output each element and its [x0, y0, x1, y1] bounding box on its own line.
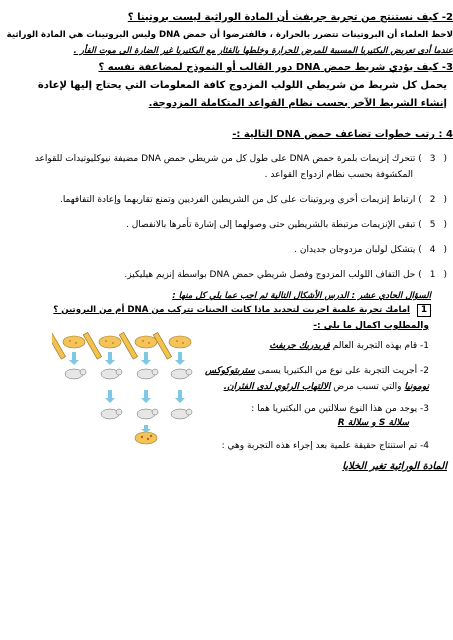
q5-s1-answer: فريدريك جريفث — [269, 341, 330, 351]
q5-s2-answer2: نومونيا — [404, 382, 429, 392]
q5-intro — [0, 304, 431, 317]
q5-header: السؤال الحادي عشر : الدرس الأشكال التالية ثم اجب عما يلي كل منها : — [172, 291, 431, 301]
q4-item-2-num: 2 — [429, 195, 436, 205]
q5-s2-text: 2- أجريت التجربة على نوع من البكتيريا يسمى — [257, 366, 429, 376]
q5-box-number: 1 — [417, 304, 431, 317]
q4-item-1-num: 3 — [429, 154, 436, 164]
q4-item-2: (2) ارتباط إنزيمات أخرى وبروتينات على كل من الشريطين الفرديين وتمنع تقاربهما وإعادة التفافهما. — [59, 195, 447, 205]
q4-item-4-num: 4 — [429, 245, 436, 255]
q2-title: 2- كيف نستنتج من تجربة جريفث أن المادة الوراثية ليست بروتينا ؟ — [127, 12, 453, 23]
q4-item-4-text: يتشكل لولبان مزدوجان جديدان . — [294, 245, 416, 255]
q4-item-5-text: حل التفاف اللولب المزدوج وفصل شريطي حمض DNA بواسطة إنزيم هيليكيز. — [124, 270, 416, 280]
q5-s3-answer: سلالة S و سلالة R — [337, 418, 409, 428]
arrows-icon — [69, 352, 185, 403]
q4-title: 4 : رتب خطوات تضاعف حمض DNA التالية :- — [232, 129, 453, 140]
q5-intro-text: امامك تجربة علمية اجريت لتحديد ماذا كانت الجينات تتركب من DNA أم من البروتين ؟ — [53, 305, 410, 315]
q5-s2-cont-text: والتي تسبب مرض — [333, 382, 402, 392]
q4-item-3-num: 5 — [429, 220, 436, 230]
q4-item-2-text: ارتباط إنزيمات أخرى وبروتينات على كل من الشريطين الفرديين وتمنع تقاربهما وإعادة التفافهما. — [59, 195, 416, 205]
q3-title: 3- كيف يؤدي شريط حمض DNA دور القالب أو النموذج لمضاعفة نفسه ؟ — [98, 62, 453, 73]
q4-item-1-text: تتحرك إنزيمات بلمرة حمض DNA على طول كل من شريطي حمض DNA مضيفة نيوكليوتيدات للقواعد — [34, 154, 416, 164]
q5-s1-text: 1- قام بهذه التجربة العالم — [332, 341, 429, 351]
q4-item-5: (1) حل التفاف اللولب المزدوج وفصل شريطي حمض DNA بواسطة إنزيم هيليكيز. — [124, 270, 447, 280]
griffith-experiment-figure — [52, 322, 202, 450]
q2-answer-line1: لاحظ العلماء أن البروتينات تتضرر بالحرارة ، فالفترضوا أن حمض DNA وليس البروتينات هي المادة الوراثية — [6, 30, 453, 40]
q5-s2-answer3: الالتهاب الرئوي لدى الفئران. — [223, 382, 331, 392]
q4-item-3: (5) تبقى الإنزيمات مرتبطة بالشريطين حتى وصولهما إلى إشارة تأمرها بالانفصال . — [126, 220, 447, 230]
mice-icon — [65, 369, 192, 419]
q5-s2-answer: ستربتوكوكس — [205, 366, 255, 376]
q5-s4-answer: المادة الوراثية تغير الخلايا — [342, 461, 447, 472]
q4-item-3-text: تبقى الإنزيمات مرتبطة بالشريطين حتى وصولهما إلى إشارة تأمرها بالانفصال . — [126, 220, 416, 230]
q5-required: والمطلوب اكمال ما يلي :- — [313, 321, 429, 331]
q3-answer-line2: إنشاء الشريط الآخر بحسب نظام القواعد المتكاملة المزدوجة. — [148, 98, 447, 109]
q4-item-4: (4) يتشكل لولبان مزدوجان جديدان . — [294, 245, 447, 255]
q4-item-5-num: 1 — [429, 270, 436, 280]
q4-item-1: (3) تتحرك إنزيمات بلمرة حمض DNA على طول كل من شريطي حمض DNA مضيفة نيوكليوتيدات للقواعد — [34, 154, 447, 164]
q2-answer-line2: عندما أدى تعريض البكتيريا المسببة للمرض للحرارة وخلطها بالفئار مع البكتيريا غير الضارة الى موت الفأر . — [73, 46, 453, 56]
q4-item-1-cont: المكشوفة بحسب نظام ازدواج القواعد . — [264, 170, 413, 180]
q3-answer-line1: يحمل كل شريط من شريطي اللولب المزدوج كافة المعلومات التي يحتاج إليها لإعادة — [37, 80, 447, 91]
q5-s3-text: 3- يوجد من هذا النوع سلالتين من البكتيريا هما : — [251, 404, 429, 414]
result-dish-icon — [135, 425, 157, 444]
q5-s4-text: 4- تم استنتاج حقيقة علمية بعد إجراء هذه التجربة وهي : — [221, 441, 429, 451]
